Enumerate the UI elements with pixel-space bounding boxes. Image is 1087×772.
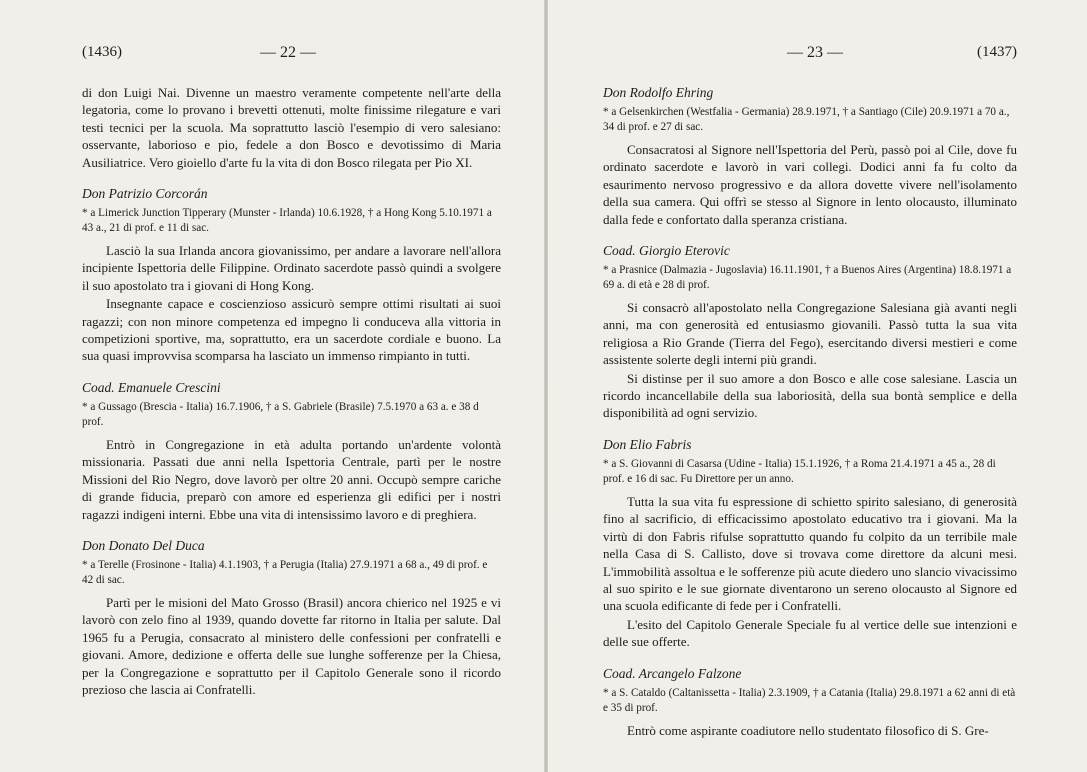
left-folio: — 22 —: [260, 44, 316, 61]
entry-paragraph: L'esito del Capitolo Generale Speciale fu al vertice delle sue intenzioni e delle sue offerte.: [603, 616, 1017, 650]
entry-data: * a S. Cataldo (Caltanissetta - Italia) 2.3.1909, † a Catania (Italia) 29.8.1971 a 62 anni di età e 35 di prof.: [603, 686, 1016, 714]
entry-data: * a S. Giovanni di Casarsa (Udine - Italia) 15.1.1926, † a Roma 21.4.1971 a 45 a., 28 di prof. e 16 di sac. Fu Direttore per un anno.: [603, 457, 996, 485]
obituary-entry: [603, 242, 1017, 422]
entry-data: * a Terelle (Frosinone - Italia) 4.1.1903, † a Perugia (Italia) 27.9.1971 a 68 a., 49 di prof. e 42 di sac.: [82, 558, 488, 586]
entry-data: * a Limerick Junction Tipperary (Munster - Irlanda) 10.6.1928, † a Hong Kong 5.10.1971 a 43 a., 21 di prof. e 11 di sac.: [82, 207, 492, 235]
obituary-entry: [603, 84, 1017, 228]
obituary-entry: [82, 185, 501, 365]
entry-paragraph: Tutta la sua vita fu espressione di schietto spirito salesiano, di generosità fino al sacrificio, di efficacissimo apostolato educativo tra i giovani. Ma la virtù di don Fabris rifulse soprattutto quando fu colpito da un terribile male nella Casa di S. Callisto, dove si trovava come direttore da alcuni mesi. L'immobilità assoltua e le sofferenze più acute diedero uno slancio vivacissimo al suo spirito e le sue giornate diventarono un sereno olocausto al Signore ed una scuola edificante di fede per i Confratelli.: [603, 493, 1017, 614]
entry-paragraph: Si distinse per il suo amore a don Bosco e alle cose salesiane. Lascia un ricordo incancellabile della sua laboriosità, della sua bontà semplice e della disponibilità ad ogni servizio.: [603, 370, 1017, 421]
obituary-entry: [603, 436, 1017, 651]
entry-name: Don Elio Fabris: [603, 436, 692, 452]
entry-paragraph: Si consacrò all'apostolato nella Congregazione Salesiana già avanti negli anni, ma con generosità ed entusiasmo giovanili. Passò tutta la sua vita religiosa a Rio Grande (Tierra del Fego), esercitando diversi mestieri e come assistente solerte degli interni più grandi.: [603, 300, 1017, 368]
right-folio: — 23 —: [787, 44, 843, 61]
right-page: [547, 0, 1087, 772]
entry-name: Don Donato Del Duca: [82, 537, 205, 553]
entry-paragraph: Entrò come aspirante coadiutore nello studentato filosofico di S. Gre-: [627, 722, 989, 738]
obituary-entry: [603, 665, 1017, 739]
entry-paragraph: Partì per le misioni del Mato Grosso (Brasil) ancora chierico nel 1925 e vi lavorò con zelo fino al 1939, quando dovette far ritorno in Italia per salute. Dal 1965 fu a Perugia, consacrato al ministero delle confessioni per confratelli e giovani. Amore, dedizione e offerta delle sue lunghe sofferenze per la Chiesa, per la Congregazione e soprattutto per il Capitolo Generale sono il ricordo prezioso che lascia ai Confratelli.: [82, 594, 501, 697]
entry-paragraph: Entrò in Congregazione in età adulta portando un'ardente volontà missionaria. Passati due anni nella Ispettoria Centrale, partì per le nostre Missioni del Rio Negro, dove lavorò per oltre 20 anni. Occupò sempre cariche di grande fiducia, preparò con amore ed esperienza gli edifici per i nostri ragazzi indigeni interni. Ebbe una vita di intensissimo lavoro e di preghiera.: [82, 436, 501, 522]
right-page-number: (1437): [977, 44, 1017, 60]
entry-paragraph: Consacratosi al Signore nell'Ispettoria del Perù, passò poi al Cile, dove fu ordinato sacerdote e lavorò in vari collegi. Dodici anni fa fu colto da esaurimento nervoso progressivo e da allora dovette vivere nell'isolamento della sua camera. Qui offrì se stesso al Signore in lento olocausto, illuminato dalla fede e confortato dalla speranza cristiana.: [603, 142, 1017, 227]
entry-paragraph: Insegnante capace e coscienzioso assicurò sempre ottimi risultati ai suoi ragazzi; con non minore competenza ed impegno li conduceva alla vittoria in competizioni sportive, ma, soprattutto, era un sacerdote cordiale e buono. La sua quasi improvvisa scomparsa ha lasciato un immenso rimpianto in tutti.: [82, 296, 501, 364]
entry-name: Don Patrizio Corcorán: [82, 186, 208, 202]
right-running-head: [603, 44, 1017, 66]
obituary-entry: [82, 537, 501, 698]
entry-name: Coad. Giorgio Eterovic: [603, 243, 730, 259]
left-page-number: (1436): [82, 44, 122, 60]
entry-data: * a Prasnice (Dalmazia - Jugoslavia) 16.11.1901, † a Buenos Aires (Argentina) 18.8.1971 a 69 a. di età e 28 di prof.: [603, 264, 1012, 292]
entry-data: * a Gelsenkirchen (Westfalia - Germania) 28.9.1971, † a Santiago (Cile) 20.9.1971 a 70 a., 34 di prof. e 27 di sac.: [603, 106, 1010, 133]
entry-name: Coad. Emanuele Crescini: [82, 379, 221, 395]
continuation-paragraph: di don Luigi Nai. Divenne un maestro veramente competente nell'arte della legatoria, come lo provano i brevetti ottenuti, molte finissime rilegature e vari testi tecnici per la scuola. Ma soprattutto lasciò l'esempio di vero salesiano: osservante, laborioso e pio, fedele a don Bosco e devotissimo di Maria Ausiliatrice. Vero gioiello d'arte fu la vita di don Bosco rilegata per Pio XI.: [82, 85, 501, 170]
left-running-head: [82, 44, 501, 66]
entry-name: Coad. Arcangelo Falzone: [603, 665, 742, 681]
entry-data: * a Gussago (Brescia - Italia) 16.7.1906, † a S. Gabriele (Brasile) 7.5.1970 a 63 a. e 38 d prof.: [82, 400, 479, 428]
entry-name: Don Rodolfo Ehring: [603, 85, 714, 100]
entry-paragraph: Lasciò la sua Irlanda ancora giovanissimo, per andare a lavorare nell'allora incipiente Ispettoria delle Filippine. Ordinato sacerdote passò quindi a svolgere il suo apostolato tra i giovani di Hong Kong.: [82, 243, 501, 293]
obituary-entry: [82, 379, 501, 523]
